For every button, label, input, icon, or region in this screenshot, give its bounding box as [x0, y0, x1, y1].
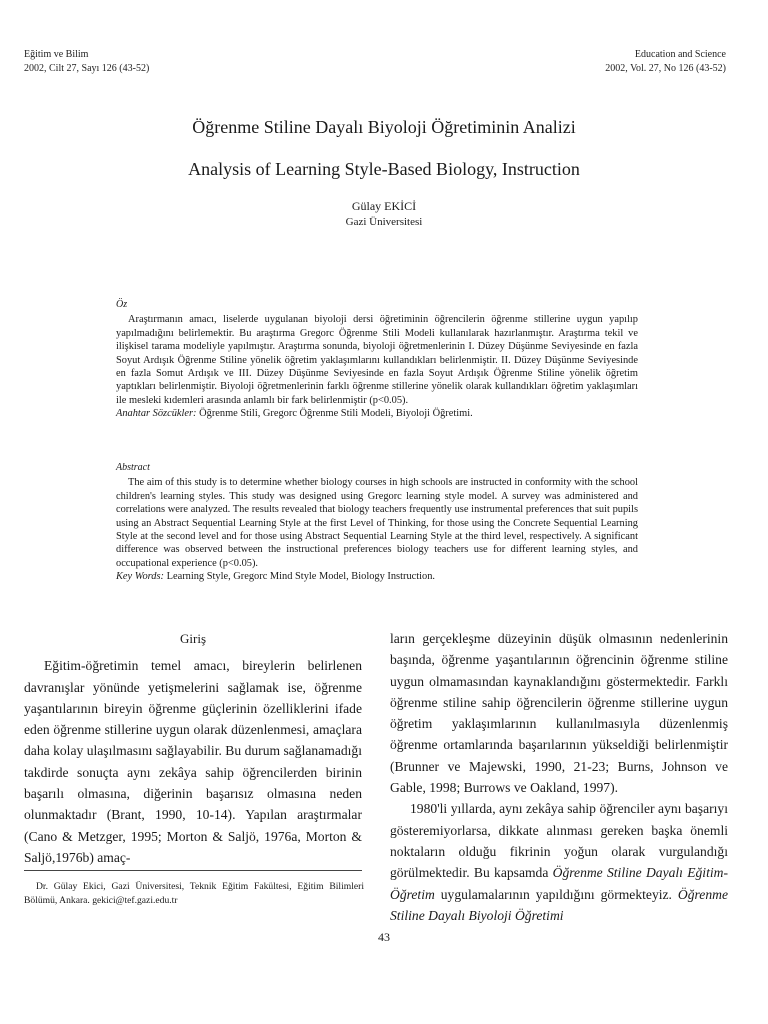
abstract-en-body: The aim of this study is to determine whether biology courses in high schools are instructed in conformity with the school children's learning styles. This study was designed using Gregorc learning style model. A survey was administered and correlations were analyzed. The results revealed that biology teachers frequently use instrumental preferences that suit pupils using an Abstract Sequential Learning Style at the first Level of Thinking, for those using the Concrete Sequential Learning Style at the second level and for those using Abstract Sequential Learning Style at the third level, respectively. A significant difference was observed between the instructional preferences biology teachers use for different learning styles, and occupational experience (p<0.05).: [116, 477, 638, 569]
paper-title-en: Analysis of Learning Style-Based Biology, Instruction: [188, 159, 580, 179]
body-column-left: [24, 628, 362, 868]
journal-name-tr: Eğitim ve Bilim: [24, 49, 89, 60]
journal-issue-en: 2002, Vol. 27, No 126 (43-52): [605, 63, 726, 74]
keywords-tr-text: Öğrenme Stili, Gregorc Öğrenme Stili Modeli, Biyoloji Öğretimi.: [199, 408, 473, 420]
intro-paragraph-1: Eğitim-öğretimin temel amacı, bireylerin belirlenen davranışlar yönünde yetişmelerini sağlamak ise, öğrenme yaşantılarının bireyin öğrenme güçlerinin özelliklerini ifade eden öğrenme stillerine uygun olarak düzenlenmesi, amaçlara daha kolay ulaşılmasını sağlayabilir. Bu durum sağlanamadığı takdirde sonuçta aynı zekâya sahip öğrencilerden birinin başarılı olmasına, diğerinin başarısız olmasına neden olunmaktadır (Brant, 1990, 10-14). Yapılan araştırmalar (Cano & Metzger, 1995; Morton & Saljö, 1976a, Morton & Saljö,1976b) amaç-: [24, 658, 362, 865]
paper-title-tr: Öğrenme Stiline Dayalı Biyoloji Öğretiminin Analizi: [192, 117, 576, 137]
keywords-en: [116, 570, 638, 583]
intro-p2-text-a: 1980'li yıllarda, aynı zekâya sahip öğrenciler aynı başarıyı gösteremiyorlarsa, dikkate alınması gereken başka önemli noktaların olduğu fikrinin yoğun olarak vurgulandığı görülmektedir. Bu kapsamda: [390, 801, 728, 881]
abstract-en: [116, 461, 638, 584]
footnote-rule: [24, 870, 362, 871]
author-name: Gülay EKİCİ: [351, 199, 417, 213]
body-column-right: [390, 628, 728, 926]
abstract-tr-body: Araştırmanın amacı, liselerde uygulanan biyoloji dersi öğretiminin öğrencilerin öğrenme stillerine uygun yapılıp yapılmadığını belirlemektir. Bu araştırma Gregorc Öğrenme Stili Modeli kullanılarak hazırlanmıştır. Araştırma tekil ve ilişkisel tarama modeliyle yapılmıştır. Araştırma sonunda, biyoloji öğretmenlerinin I. Düzey Düşünme Seviyesinde en fazla Soyut Ardışık Öğrenme Stiline yönelik öğretim yaklaşımlarını kullandıkları belirlenmiştir. II. Düzey Düşünme Seviyesinde en fazla Somut Ardışık ve III. Düzey Düşünme Seviyesinde en fazla Soyut Ardışık Öğrenme Stiline yönelik öğretim yaptıkları belirlenmiştir. Biyoloji öğretmenlerinin farklı öğrenme stillerine yönelik olarak kullandıkları öğretim yaklaşımları ile mesleki kıdemleri arasında anlamlı bir fark belirlenmiştir (p<0.05).: [116, 314, 638, 406]
intro-paragraph-1-cont: ların gerçekleşme düzeyinin düşük olmasının nedenlerinin başında, öğrenme yaşantılarının öğrencinin öğrenme stiline uygun olmamasından kaynaklandığını göstermektedir. Farklı öğrenme stiline sahip öğrencilerin öğrenme stillerine uygun öğretim yaklaşımlarının kullanılmasıyla düzenlenmiş öğrenme ortamlarında başarılarının yükseldiği belirlenmiştir (Brunner ve Majewski, 1990, 21-23; Burns, Johnson ve Gable, 1998; Burrows ve Oakland, 1997).: [390, 631, 728, 796]
section-heading-giris: Giriş: [180, 631, 206, 646]
author-footnote: Dr. Gülay Ekici, Gazi Üniversitesi, Teknik Eğitim Fakültesi, Eğitim Bilimleri Bölümü, Ankara. gekici@tef.gazi.edu.tr: [24, 881, 364, 906]
author-institution: Gazi Üniversitesi: [345, 216, 423, 228]
intro-p2-text-b: uygulamalarının yapıldığını görmekteyiz.: [434, 886, 678, 902]
journal-issue-tr: 2002, Cilt 27, Sayı 126 (43-52): [24, 63, 150, 74]
keywords-tr-label: Anahtar Sözcükler:: [116, 408, 197, 420]
journal-header-tr: [24, 48, 149, 76]
journal-header-en: [605, 48, 726, 76]
page-number: 43: [378, 930, 390, 944]
keywords-en-text: Learning Style, Gregorc Mind Style Model, Biology Instruction.: [166, 571, 436, 583]
intro-p2-emphasis-2: Öğrenme Stiline Dayalı Biyoloji Öğretimi: [390, 886, 728, 923]
abstract-en-heading: Abstract: [116, 462, 150, 473]
intro-paragraph-2: [390, 798, 728, 926]
abstract-tr: [116, 298, 638, 421]
journal-name-en: Education and Science: [634, 49, 726, 60]
keywords-tr: [116, 407, 638, 420]
abstract-tr-heading: Öz: [116, 299, 128, 310]
intro-p2-emphasis-1: Öğrenme Stiline Dayalı Eğitim-Öğretim: [390, 865, 728, 902]
keywords-en-label: Key Words:: [116, 571, 165, 583]
